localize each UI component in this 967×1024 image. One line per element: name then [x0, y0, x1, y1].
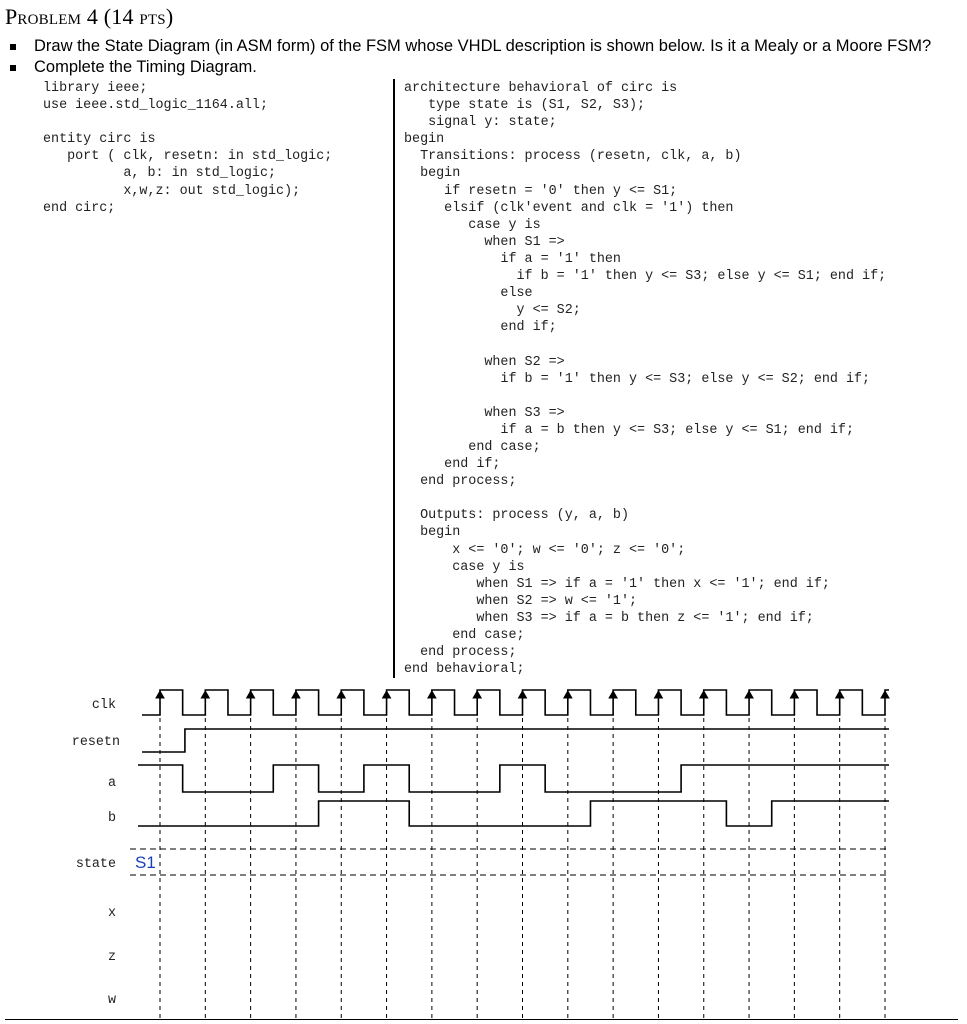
- problem-title: Problem 4 (14 pts): [5, 4, 174, 29]
- clk-edge-arrow: [564, 691, 572, 698]
- vhdl-architecture-code: architecture behavioral of circ is type state is (S1, S2, S3); signal y: state; begin Transitions: process (resetn, clk, a, b) begin if resetn = '0' then y <= S1; elsif (clk'event and clk = '1') then case y is when S1 => if a = '1' then if b = '1' then y <= S3; else y <= S1; end if; else y <= S2; end if; when S2 => if b = '1' then y <= S3; else y <= S2; end if; when S3 => if a = b then y <= S3; else y <= S1; end if; end case; end if; end process; Outputs: process (y, a, b) begin x <= '0'; w <= '0'; z <= '0'; case y is when S1 => if a = '1' then x <= '1'; end if; when S2 => w <= '1'; when S3 => if a = b then z <= '1'; end if; end case; end process; end behavioral;: [404, 81, 887, 678]
- instruction-timing-diagram: Complete the Timing Diagram.: [8, 57, 931, 78]
- signal-label-z: z: [107, 950, 116, 965]
- resetn-waveform: [142, 729, 889, 752]
- clk-edge-arrow: [156, 691, 164, 698]
- state-initial-value: S1: [135, 853, 156, 872]
- clk-edge-arrow: [836, 691, 844, 698]
- clk-edge-arrow: [428, 691, 436, 698]
- clk-edge-arrow: [383, 691, 391, 698]
- clk-edge-arrow: [337, 691, 345, 698]
- instructions-list: [8, 36, 931, 78]
- clk-edge-arrow: [881, 691, 889, 698]
- vhdl-entity-code: library ieee; use ieee.std_logic_1164.all; entity circ is port ( clk, resetn: in std_logic; a, b: in std_logic; x,w,z: out std_logic); end circ;: [43, 81, 333, 216]
- signal-label-clk: clk: [91, 698, 116, 713]
- signal-label-state: state: [75, 857, 116, 872]
- signal-label-b: b: [107, 811, 116, 826]
- clk-edge-arrow: [519, 691, 527, 698]
- clk-edge-arrow: [790, 691, 798, 698]
- clk-edge-arrow: [654, 691, 662, 698]
- instruction-state-diagram: Draw the State Diagram (in ASM form) of the FSM whose VHDL description is shown below. Is it a Mealy or a Moore FSM?: [8, 36, 931, 57]
- clk-edge-arrow: [292, 691, 300, 698]
- signal-label-a: a: [107, 776, 116, 791]
- clk-waveform: [142, 690, 889, 715]
- clk-edge-arrow: [247, 691, 255, 698]
- signal-label-w: w: [107, 993, 116, 1008]
- clk-edge-arrow: [745, 691, 753, 698]
- code-divider: [393, 79, 395, 678]
- bottom-rule: [5, 1019, 958, 1020]
- clk-edge-arrow: [700, 691, 708, 698]
- signal-label-resetn: resetn: [71, 735, 120, 750]
- clk-edge-arrow: [609, 691, 617, 698]
- timing-diagram: [0, 680, 967, 1020]
- signal-label-x: x: [107, 906, 116, 921]
- clk-edge-arrow: [201, 691, 209, 698]
- clk-edge-arrow: [473, 691, 481, 698]
